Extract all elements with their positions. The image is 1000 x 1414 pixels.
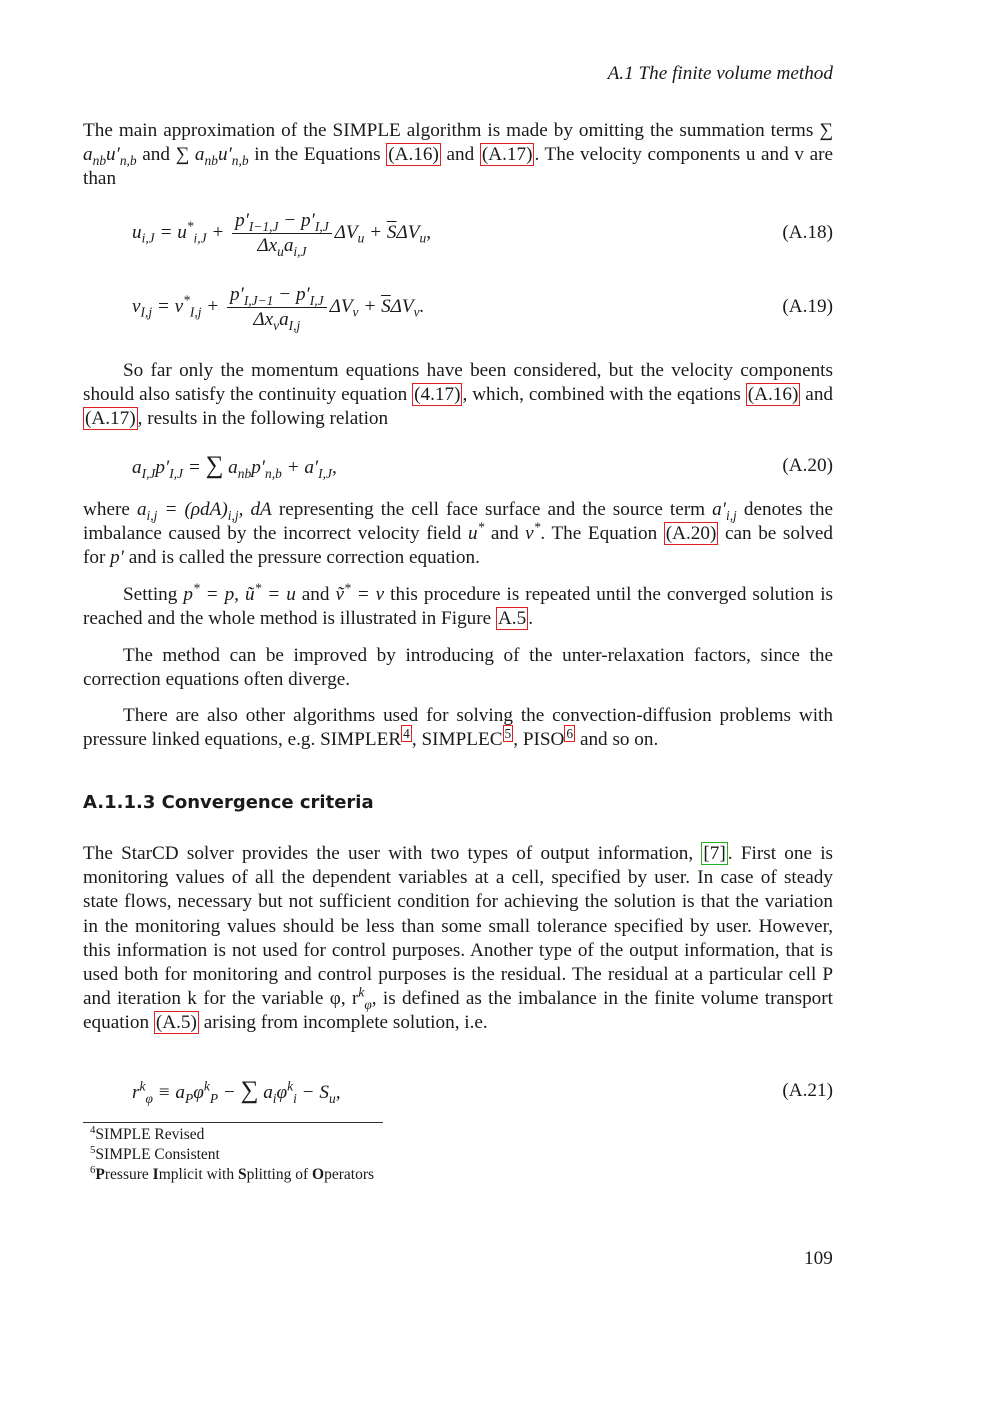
footnote-divider: [83, 1122, 383, 1123]
equation-a20: $a_{I,J}p'_{I,J}$ = ∑ $a_{nb}p'_{n,b} + a'_{I,J}$, (A.20): [132, 452, 833, 481]
equation-link-a20[interactable]: (A.20): [665, 523, 717, 545]
equation-a19: $v_{I,j} = v^*_{I,j}$ + $\frac{p'_{I,J-1} - p'_{I,J}}{\Delta x_va_{I,j}}$ $\Delta V_v + \overline{S}\Delta V_v$. (A.19): [132, 283, 833, 333]
equation-link-a16[interactable]: (A.16): [388, 144, 439, 166]
paragraph-continuity: So far only the momentum equations have been considered, but the velocity components should also satisfy the continuity equation (4.17) , which, combined with the eqations (A.16) and (A.17) , results in the following relation: [83, 360, 834, 430]
paragraph-other-algorithms: There are also other algorithms used for solving the convection-diffusion problems with pressure linked equations, e.g. SIMPLER $^4$ , SIMPLEC $^5$ , PISO $^6$ and so on.: [83, 705, 833, 751]
paragraph-starcd: The StarCD solver provides the user with two types of output information, [7] . First one is monitoring values of all the dependent variables at a cell, specified by user. In case of steady state flows, necessary but not sufficient condition for achieving the solution is that the variation in the monitoring values should be less than some small tolerance specified by user. However, this information is not used for control purposes. Another type of the output information, that is used both for monitoring and control purposes is the residual. The residual at a particular cell P and iteration k for the variable φ, $r^k_\varphi$, is defined as the imbalance in the finite volume transport equation (A.5) arising from incomplete solution, i.e.: [83, 843, 834, 1034]
paragraph-setting: Setting p* = p, ũ* = u and ṽ* = v this procedure is repeated until the converged solution is reached and the whole method is illustrated in Figure A.5 .: [83, 580, 834, 630]
footnote-4: $^4$SIMPLE Revised: [90, 1123, 205, 1143]
equation-number: (A.20): [782, 455, 833, 476]
footnote-link-4[interactable]: 4: [403, 725, 410, 741]
equation-number: (A.18): [782, 222, 833, 243]
equation-link-a16[interactable]: (A.16): [747, 384, 799, 406]
footnote-5: $^5$SIMPLE Consistent: [90, 1143, 220, 1163]
section-heading: A.1.1.3 Convergence criteria: [83, 792, 374, 813]
citation-link-7[interactable]: [7]: [703, 843, 726, 864]
footnote-link-6[interactable]: 6: [566, 725, 574, 741]
paragraph-under-relaxation: The method can be improved by introducing of the unter-relaxation factors, since the correction equations often diverge.: [83, 645, 833, 691]
footnote-6: $^6$Pressure Implicit with Splitting of Operators: [90, 1163, 375, 1183]
running-header: A.1 The finite volume method: [607, 63, 833, 84]
equation-link-a5[interactable]: (A.5): [155, 1012, 197, 1034]
paragraph-simple-approximation: The main approximation of the SIMPLE algorithm is made by omitting the summation terms ∑ $a_{nb}u'_{n,b}$ and ∑ $a_{nb}u'_{n,b}$ in the Equations (A.16) and (A.17) . The velocity components u and v are than: [83, 120, 834, 190]
equation-link-4-17[interactable]: (4.17): [414, 384, 461, 406]
equation-link-a17[interactable]: (A.17): [85, 408, 136, 430]
sum-term-1: ∑ $a_{nb}u'_{n,b}$: [83, 120, 834, 169]
equation-link-a17[interactable]: (A.17): [481, 144, 533, 166]
equation-number: (A.21): [782, 1080, 833, 1101]
page-number: 109: [804, 1248, 833, 1269]
figure-link-a5[interactable]: A.5: [497, 608, 527, 630]
paragraph-where: where $a_{i,j} = (\rho dA)_{i,j}$, dA representing the cell face surface and the source term $a'_{i,j}$ denotes the imbalance caused by the incorrect velocity field u* and v*. The Equation (A.20) can be solved for p′ and is called the pressure correction equation.: [83, 499, 833, 569]
footnotes: [90, 1125, 374, 1185]
footnote-link-5[interactable]: 5: [504, 725, 512, 741]
sum-term-2: ∑ $a_{nb}u'_{n,b}$: [175, 144, 249, 169]
equation-number: (A.19): [782, 296, 833, 317]
equation-a21: $r^k_\varphi \equiv a_P\varphi^k_P$ − ∑ $a_i\varphi^k_i - S_u$, (A.21): [132, 1077, 833, 1106]
equation-a18: $u_{i,J} = u^*_{i,J}$ + $\frac{p'_{I-1,J} - p'_{I,J}}{\Delta x_ua_{i,J}}$ $\Delta V_u + \overline{S}\Delta V_u$, (A.18): [132, 209, 833, 259]
